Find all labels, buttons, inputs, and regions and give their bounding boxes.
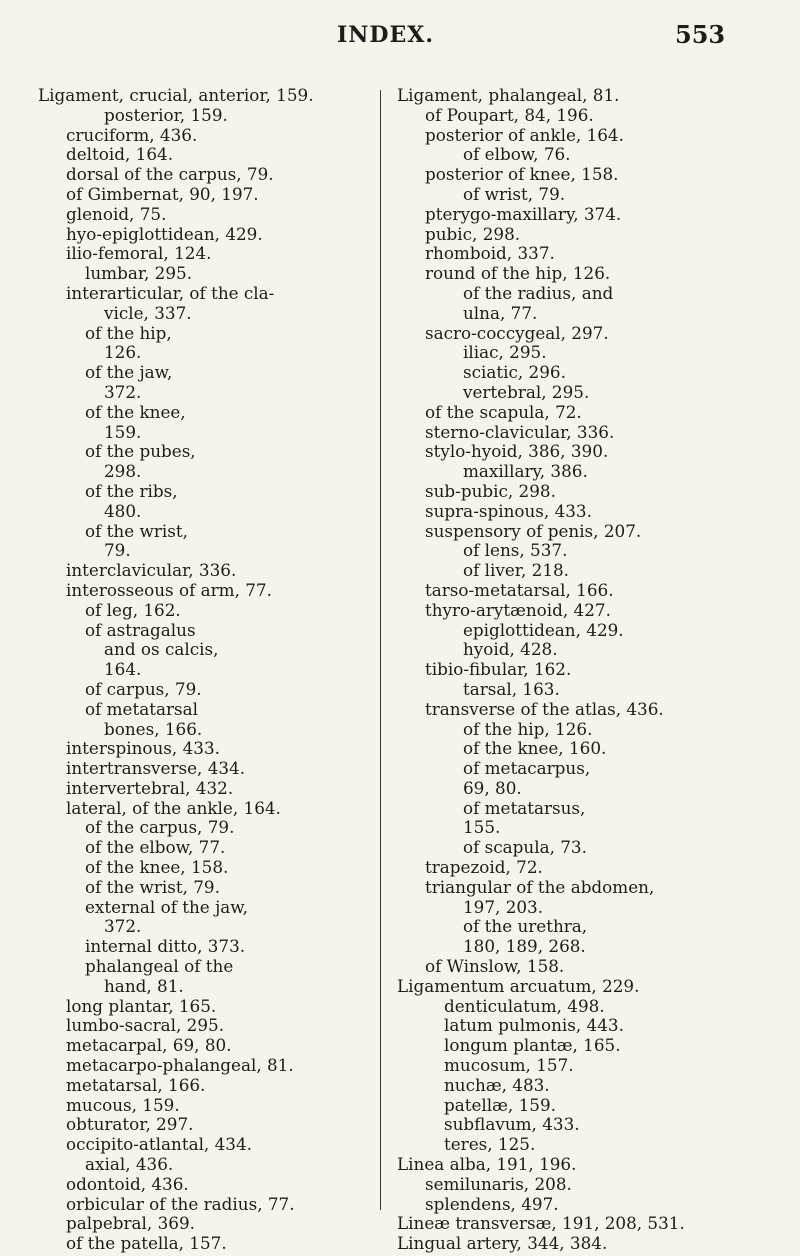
index-entry: occipito-atlantal, 434. <box>66 1134 252 1155</box>
index-entry: of the elbow, 77. <box>85 837 226 858</box>
index-entry: 372. <box>104 916 142 937</box>
index-entry: of leg, 162. <box>85 599 181 620</box>
index-entry: 197, 203. <box>463 896 544 917</box>
index-entry: lumbar, 295. <box>85 263 193 284</box>
index-entry: maxillary, 386. <box>463 461 588 482</box>
index-entry: metacarpo-phalangeal, 81. <box>66 1055 294 1076</box>
page-header <box>0 22 800 52</box>
index-column-right <box>397 86 777 1254</box>
index-entry: of the scapula, 72. <box>425 401 582 422</box>
index-entry: transverse of the atlas, 436. <box>425 698 664 719</box>
index-entry: of wrist, 79. <box>463 183 566 204</box>
index-entry: of the wrist, <box>85 520 188 541</box>
index-entry: denticulatum, 498. <box>444 995 605 1016</box>
index-entry: of the pubes, <box>85 441 196 462</box>
index-entry: bones, 166. <box>104 718 203 739</box>
index-entry: 480. <box>104 500 142 521</box>
index-entry: sciatic, 296. <box>463 362 566 383</box>
index-entry: vertebral, 295. <box>463 381 590 402</box>
index-entry: of the patella, 157. <box>66 1233 227 1254</box>
index-entry: 298. <box>104 461 142 482</box>
index-entry: subflavum, 433. <box>444 1114 580 1135</box>
index-entry: Lingual artery, 344, 384. <box>397 1233 608 1254</box>
index-entry: thyro-arytænoid, 427. <box>425 599 611 620</box>
index-entry: 155. <box>463 817 501 838</box>
index-entry: orbicular of the radius, 77. <box>66 1193 295 1214</box>
index-entry: triangular of the abdomen, <box>425 876 655 897</box>
index-entry: iliac, 295. <box>463 342 547 363</box>
index-entry: dorsal of the carpus, 79. <box>66 164 274 185</box>
index-entry: posterior of ankle, 164. <box>425 124 624 145</box>
index-entry: of the knee, 160. <box>463 738 607 759</box>
column-divider <box>380 90 381 1210</box>
index-entry: of the radius, and <box>463 282 614 303</box>
index-entry: ilio-femoral, 124. <box>66 243 212 264</box>
index-entry: metatarsal, 166. <box>66 1074 206 1095</box>
index-entry: splendens, 497. <box>425 1193 559 1214</box>
index-entry: ulna, 77. <box>463 302 538 323</box>
index-entry: 180, 189, 268. <box>463 936 586 957</box>
index-entry: of metacarpus, <box>463 758 591 779</box>
index-entry: Ligament, crucial, anterior, 159. <box>38 85 314 105</box>
index-entry: trapezoid, 72. <box>425 857 543 878</box>
index-entry: Linea alba, 191, 196. <box>397 1154 577 1175</box>
index-entry: nuchæ, 483. <box>444 1074 550 1095</box>
index-entry: interosseous of arm, 77. <box>66 579 272 600</box>
index-entry: posterior, 159. <box>104 104 228 125</box>
index-entry: lateral, of the ankle, 164. <box>66 797 281 818</box>
index-entry: of the wrist, 79. <box>85 876 220 897</box>
index-entry: pterygo-maxillary, 374. <box>425 203 622 224</box>
index-entry: of Poupart, 84, 196. <box>425 104 594 125</box>
index-column-left <box>38 86 368 1254</box>
index-entry: of the jaw, <box>85 362 173 383</box>
index-entry: of the urethra, <box>463 916 588 937</box>
index-entry: of liver, 218. <box>463 560 570 581</box>
index-entry: cruciform, 436. <box>66 124 198 145</box>
index-entry: of astragalus <box>85 619 196 640</box>
index-entry: tarso-metatarsal, 166. <box>425 579 614 600</box>
index-entry: intervertebral, 432. <box>66 777 234 798</box>
index-entry: of lens, 537. <box>463 540 568 561</box>
index-entry: of Gimbernat, 90, 197. <box>66 183 259 204</box>
index-entry: pubic, 298. <box>425 223 521 244</box>
index-entry: deltoid, 164. <box>66 144 174 165</box>
index-entry: posterior of knee, 158. <box>425 164 619 185</box>
index-entry: patellæ, 159. <box>444 1094 556 1115</box>
index-entry: epiglottidean, 429. <box>463 619 624 640</box>
page-number: 553 <box>675 20 726 49</box>
index-entry: suspensory of penis, 207. <box>425 520 642 541</box>
index-entry: mucous, 159. <box>66 1094 180 1115</box>
index-entry: stylo-hyoid, 386, 390. <box>425 441 609 462</box>
index-entry: 164. <box>104 659 142 680</box>
index-entry: axial, 436. <box>85 1154 174 1175</box>
index-entry: round of the hip, 126. <box>425 263 611 284</box>
index-entry: long plantar, 165. <box>66 995 217 1016</box>
index-entry: tarsal, 163. <box>463 678 560 699</box>
index-entry: mucosum, 157. <box>444 1055 574 1076</box>
index-entry: of the knee, <box>85 401 186 422</box>
index-entry: 372. <box>104 381 142 402</box>
index-entry: 126. <box>104 342 142 363</box>
index-entry: lumbo-sacral, 295. <box>66 1015 225 1036</box>
index-entry: 159. <box>104 421 142 442</box>
index-entry: external of the jaw, <box>85 896 248 917</box>
index-entry: interarticular, of the cla- <box>66 282 275 303</box>
index-entry: metacarpal, 69, 80. <box>66 1035 232 1056</box>
index-entry: semilunaris, 208. <box>425 1173 572 1194</box>
index-entry: of metatarsus, <box>463 797 586 818</box>
index-entry: odontoid, 436. <box>66 1173 189 1194</box>
index-entry: of metatarsal <box>85 698 198 719</box>
index-entry: of the carpus, 79. <box>85 817 235 838</box>
index-entry: sacro-coccygeal, 297. <box>425 322 609 343</box>
index-entry: of Winslow, 158. <box>425 956 565 977</box>
index-entry: Ligament, phalangeal, 81. <box>397 85 620 105</box>
index-entry: teres, 125. <box>444 1134 536 1155</box>
index-entry: of the knee, 158. <box>85 857 229 878</box>
index-entry: rhomboid, 337. <box>425 243 555 264</box>
index-entry: and os calcis, <box>104 639 219 660</box>
index-entry: 79. <box>104 540 131 561</box>
index-entry: latum pulmonis, 443. <box>444 1015 624 1036</box>
index-entry: palpebral, 369. <box>66 1213 195 1234</box>
index-entry: sub-pubic, 298. <box>425 480 556 501</box>
index-entry: tibio-fibular, 162. <box>425 659 572 680</box>
index-entry: glenoid, 75. <box>66 203 167 224</box>
index-entry: hyo-epiglottidean, 429. <box>66 223 263 244</box>
index-entry: obturator, 297. <box>66 1114 194 1135</box>
index-entry: interclavicular, 336. <box>66 560 237 581</box>
index-entry: hyoid, 428. <box>463 639 558 660</box>
index-entry: longum plantæ, 165. <box>444 1035 621 1056</box>
index-entry: of the ribs, <box>85 480 178 501</box>
index-entry: phalangeal of the <box>85 956 234 977</box>
index-entry: of elbow, 76. <box>463 144 571 165</box>
index-entry: of carpus, 79. <box>85 678 202 699</box>
index-entry: of scapula, 73. <box>463 837 587 858</box>
index-entry: internal ditto, 373. <box>85 936 246 957</box>
index-entry: Lineæ transversæ, 191, 208, 531. <box>397 1213 685 1234</box>
index-entry: intertransverse, 434. <box>66 758 246 779</box>
page-title: INDEX. <box>337 22 434 48</box>
index-entry: of the hip, <box>85 322 172 343</box>
index-entry: sterno-clavicular, 336. <box>425 421 615 442</box>
index-entry: Ligamentum arcuatum, 229. <box>397 975 640 996</box>
index-entry: of the hip, 126. <box>463 718 593 739</box>
index-entry: interspinous, 433. <box>66 738 220 759</box>
index-entry: 69, 80. <box>463 777 522 798</box>
index-entry: vicle, 337. <box>104 302 192 323</box>
index-entry: hand, 81. <box>104 975 184 996</box>
index-entry: supra-spinous, 433. <box>425 500 592 521</box>
